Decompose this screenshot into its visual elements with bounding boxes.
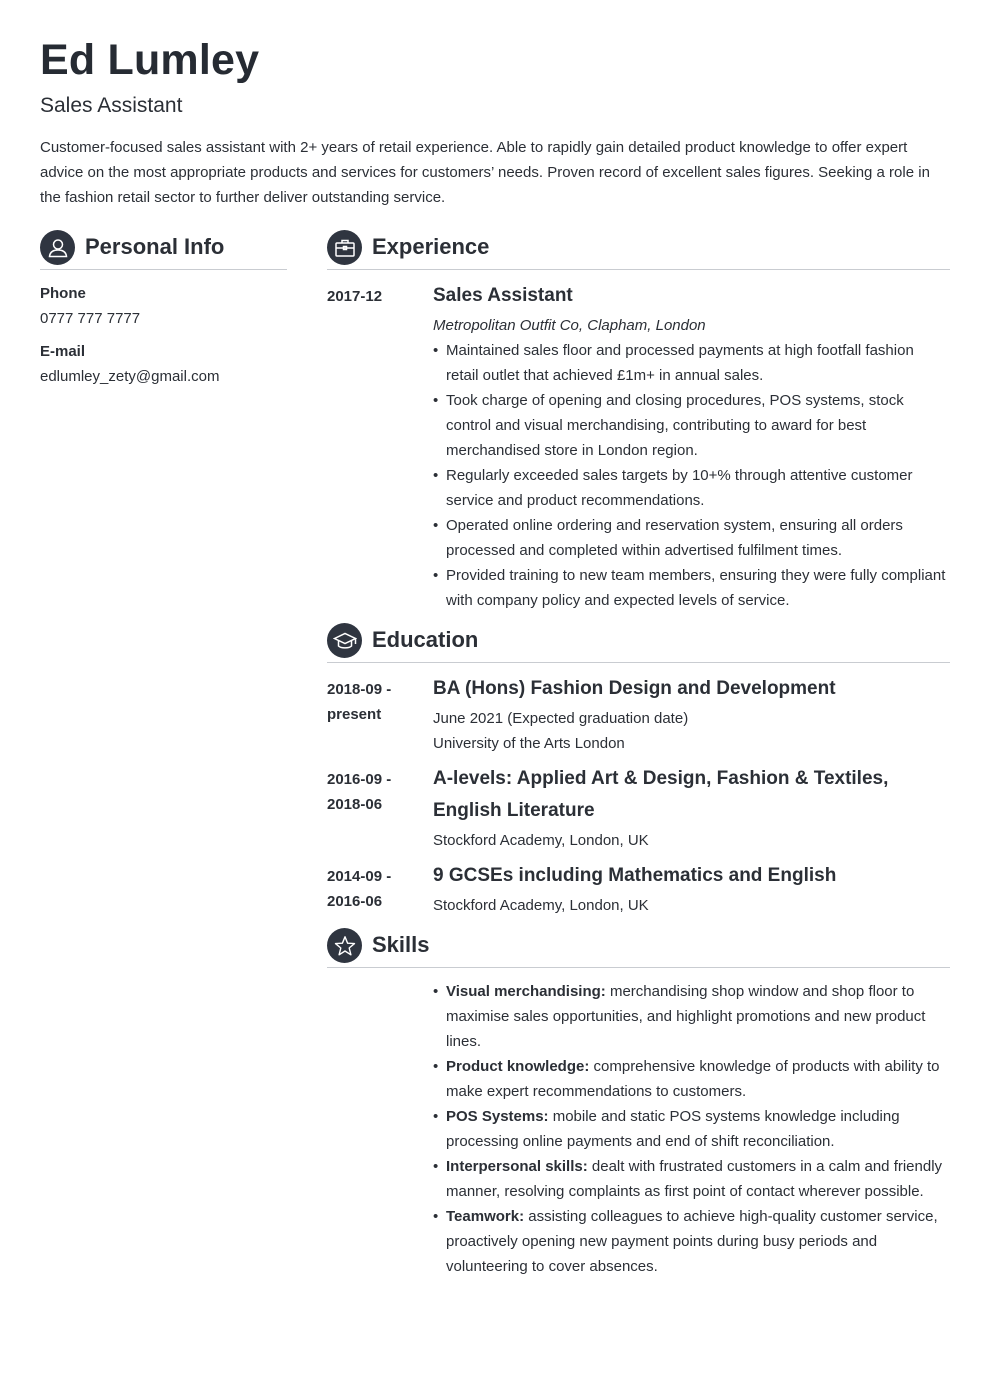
skill-name: POS Systems: xyxy=(446,1108,549,1125)
skill-name: Teamwork: xyxy=(446,1208,525,1225)
skill-description: comprehensive knowledge of products with ability to make expert recommendations to customers. xyxy=(446,1058,940,1100)
education-date-start: 2018-09 - xyxy=(327,681,392,698)
briefcase-icon xyxy=(327,230,362,265)
education-school: Stockford Academy, London, UK xyxy=(433,832,649,849)
list-item: • Maintained sales floor and processed payments at high footfall fashion retail outlet that achieved £1m+ in annual sales. xyxy=(433,338,950,388)
graduation-cap-icon xyxy=(327,623,362,658)
skill-description: merchandising shop window and shop floor to maximise sales opportunities, and highlight promotions and new product lines. xyxy=(446,983,926,1050)
list-item: • Took charge of opening and closing procedures, POS systems, stock control and visual merchandising, contributing to award for best merchandised store in London region. xyxy=(433,388,950,463)
personal-info-heading: Personal Info xyxy=(85,234,225,259)
skill-description: mobile and static POS systems knowledge including processing online payments and end of shift reconciliation. xyxy=(446,1108,900,1150)
education-date xyxy=(327,677,422,727)
education-date-end: present xyxy=(327,706,382,723)
star-icon xyxy=(327,928,362,963)
experience-bullet-list xyxy=(433,338,950,613)
education-school: University of the Arts London xyxy=(433,735,625,752)
education-date-start: 2014-09 - xyxy=(327,868,392,885)
education-date-end: 2016-06 xyxy=(327,893,383,910)
skill-item xyxy=(433,979,950,1054)
candidate-job-title: Sales Assistant xyxy=(40,94,183,117)
skill-item xyxy=(433,1154,950,1204)
experience-date: 2017-12 xyxy=(327,288,383,305)
education-date xyxy=(327,767,422,817)
education-date-end: 2018-06 xyxy=(327,796,383,813)
skill-description: dealt with frustrated customers in a calm and friendly manner, resolving complaints as first point of contact wherever possible. xyxy=(446,1158,943,1200)
skill-item xyxy=(433,1054,950,1104)
skill-item xyxy=(433,1104,950,1154)
education-school: Stockford Academy, London, UK xyxy=(433,897,649,914)
personal-info-section-header xyxy=(40,230,287,270)
list-item: • Operated online ordering and reservation system, ensuring all orders processed and completed within advertised fulfilment times. xyxy=(433,513,950,563)
email-label: E-mail xyxy=(40,343,86,360)
education-date-start: 2016-09 - xyxy=(327,771,392,788)
email-value: edlumley_zety@gmail.com xyxy=(40,368,220,385)
skill-name: Product knowledge: xyxy=(446,1058,590,1075)
list-item: • Regularly exceeded sales targets by 10+% through attentive customer service and product recommendations. xyxy=(433,463,950,513)
phone-value: 0777 777 7777 xyxy=(40,310,141,327)
experience-company: Metropolitan Outfit Co, Clapham, London xyxy=(433,317,706,334)
list-item: • Provided training to new team members, ensuring they were fully compliant with company policy and expected levels of service. xyxy=(433,563,950,613)
experience-job-title: Sales Assistant xyxy=(433,285,573,306)
profile-summary: Customer-focused sales assistant with 2+ years of retail experience. Able to rapidly gain detailed product knowledge to offer expert advice on the most appropriate products and services for customers’ needs. Proven record of excellent sales figures. Seeking a role in the fashion retail sector to further deliver outstanding service. xyxy=(40,139,930,206)
education-degree-title: 9 GCSEs including Mathematics and English xyxy=(433,865,837,886)
skills-section-header xyxy=(327,928,950,968)
education-section-header xyxy=(327,623,950,663)
skill-name: Interpersonal skills: xyxy=(446,1158,588,1175)
skills-list xyxy=(433,979,950,1279)
skills-heading: Skills xyxy=(372,932,430,957)
education-degree-title: BA (Hons) Fashion Design and Development xyxy=(433,678,836,699)
experience-heading: Experience xyxy=(372,234,490,259)
candidate-name: Ed Lumley xyxy=(40,36,260,84)
education-date xyxy=(327,864,422,914)
skill-item xyxy=(433,1204,950,1279)
education-detail: June 2021 (Expected graduation date) xyxy=(433,710,689,727)
phone-label: Phone xyxy=(40,285,86,302)
skill-name: Visual merchandising: xyxy=(446,983,606,1000)
experience-section-header xyxy=(327,230,950,270)
skill-description: assisting colleagues to achieve high-quality customer service, proactively opening new payment points during busy periods and volunteering to cover absences. xyxy=(446,1208,938,1275)
person-icon xyxy=(40,230,75,265)
education-degree-title: A-levels: Applied Art & Design, Fashion & Textiles, English Literature xyxy=(433,768,889,821)
education-heading: Education xyxy=(372,627,479,652)
